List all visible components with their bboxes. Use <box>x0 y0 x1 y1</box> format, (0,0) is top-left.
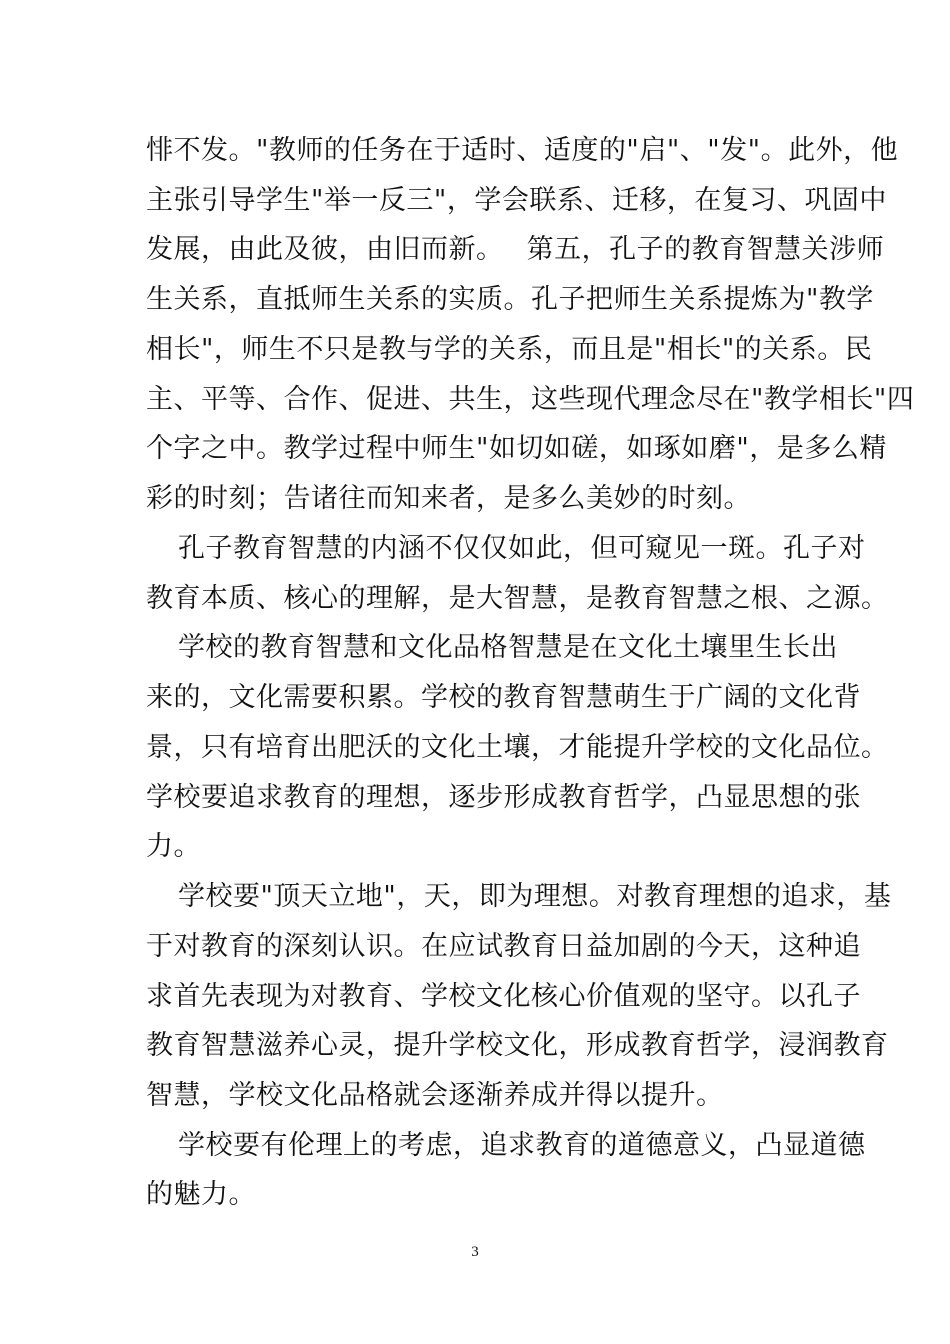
paragraph-3-line-3: 景，只有培育出肥沃的文化土壤，才能提升学校的文化品位。 <box>146 732 889 763</box>
paragraph-3-line-1: 学校的教育智慧和文化品格智慧是在文化土壤里生长出 <box>178 632 838 663</box>
paragraph-1-line-6: 主、平等、合作、促进、共生，这些现代理念尽在"教学相长"四 <box>146 384 915 415</box>
paragraph-4-line-1: 学校要"顶天立地"，天，即为理想。对教育理想的追求，基 <box>178 881 892 912</box>
paragraph-1-line-7: 个字之中。教学过程中师生"如切如磋，如琢如磨"，是多么精 <box>146 433 887 464</box>
paragraph-1-line-3: 发展，由此及彼，由旧而新。 第五，孔子的教育智慧关涉师 <box>146 234 885 265</box>
paragraph-3-line-4: 学校要追求教育的理想，逐步形成教育哲学，凸显思想的张 <box>146 782 861 813</box>
paragraph-1-line-2: 主张引导学生"举一反三"，学会联系、迁移，在复习、巩固中 <box>146 185 887 216</box>
paragraph-4-line-4: 教育智慧滋养心灵，提升学校文化，形成教育哲学，浸润教育 <box>146 1030 889 1061</box>
paragraph-1-line-8: 彩的时刻；告诸往而知来者，是多么美妙的时刻。 <box>146 483 751 514</box>
paragraph-3-line-2: 来的，文化需要积累。学校的教育智慧萌生于广阔的文化背 <box>146 682 861 713</box>
paragraph-4-line-5: 智慧，学校文化品格就会逐渐养成并得以提升。 <box>146 1080 724 1111</box>
paragraph-5-line-2: 的魅力。 <box>146 1179 256 1210</box>
page-number: 3 <box>471 1244 479 1260</box>
paragraph-3-line-5: 力。 <box>146 831 201 862</box>
paragraph-2-line-2: 教育本质、核心的理解，是大智慧，是教育智慧之根、之源。 <box>146 583 889 614</box>
paragraph-1-line-5: 相长"，师生不只是教与学的关系，而且是"相长"的关系。民 <box>146 334 873 365</box>
paragraph-4-line-2: 于对教育的深刻认识。在应试教育日益加剧的今天，这种追 <box>146 931 861 962</box>
paragraph-1-line-4: 生关系，直抵师生关系的实质。孔子把师生关系提炼为"教学 <box>146 284 874 315</box>
paragraph-4-line-3: 求首先表现为对教育、学校文化核心价值观的坚守。以孔子 <box>146 981 861 1012</box>
paragraph-1-line-1: 悱不发。"教师的任务在于适时、适度的"启"、"发"。此外，他 <box>146 135 899 166</box>
paragraph-5-line-1: 学校要有伦理上的考虑，追求教育的道德意义，凸显道德 <box>178 1130 866 1161</box>
paragraph-2-line-1: 孔子教育智慧的内涵不仅仅如此，但可窥见一斑。孔子对 <box>178 533 866 564</box>
